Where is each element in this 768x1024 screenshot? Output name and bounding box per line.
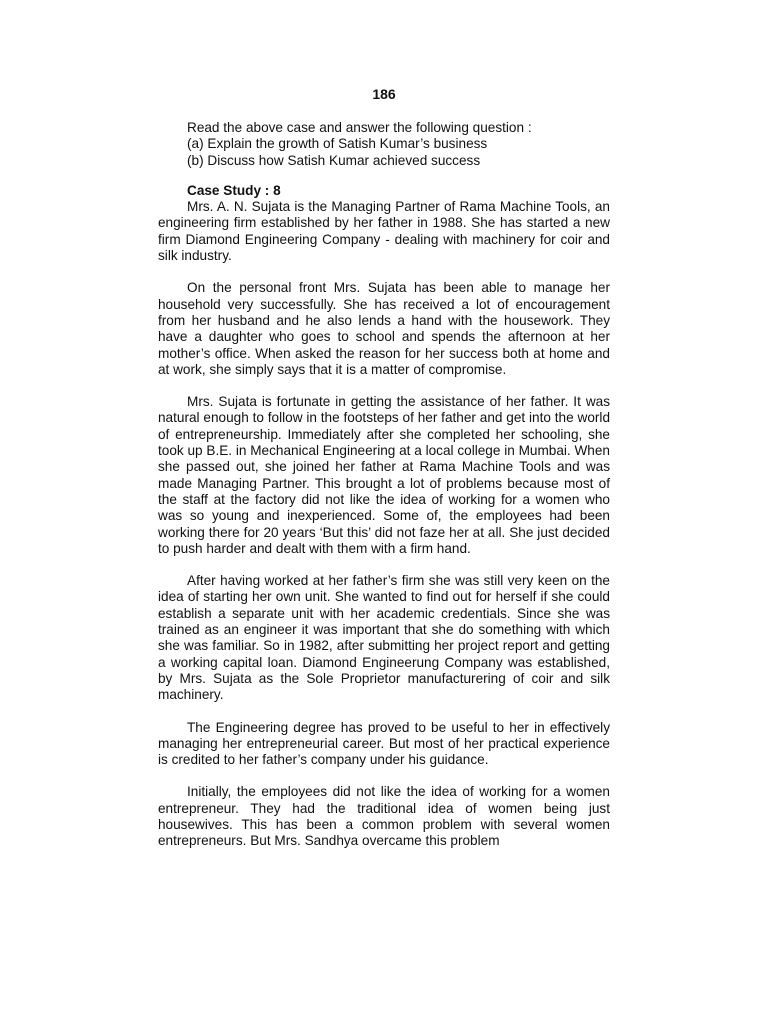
- questions-intro: Read the above case and answer the following question :: [187, 120, 532, 135]
- case-study-heading: Case Study : 8: [187, 182, 281, 198]
- page-number: 186: [372, 86, 396, 102]
- paragraph-5: The Engineering degree has proved to be useful to her in effectively managing her entrepreneurial career. But most of her practical experience is credited to her father’s company under his guidance.: [158, 719, 610, 768]
- paragraph-6: Initially, the employees did not like the idea of working for a women entrepreneur. They had the traditional idea of women being just housewives. This has been a common problem with several women entrepreneurs. But Mrs. Sandhya overcame this problem: [158, 784, 610, 849]
- question-b: (b) Discuss how Satish Kumar achieved success: [187, 152, 481, 168]
- paragraph-4: After having worked at her father’s firm she was still very keen on the idea of starting her own unit. She wanted to find out for herself if she could establish a separate unit with her academic credentials. Since she was trained as an engineer it was important that she do something with which she was familiar. So in 1982, after submitting her project report and getting a working capital loan. Diamond Engineerung Company was established, by Mrs. Sujata as the Sole Proprietor manufacturering of coir and silk machinery.: [158, 573, 610, 703]
- paragraph-3: Mrs. Sujata is fortunate in getting the assistance of her father. It was natural enough to follow in the footsteps of her father and get into the world of entrepreneurship. Immediately after she completed her schooling, she took up B.E. in Mechanical Engineering at a local college in Mumbai. When she passed out, she joined her father at Rama Machine Tools and was made Managing Partner. This brought a lot of problems because most of the staff at the factory did not like the idea of working for a women who was so young and inexperienced. Some of, the employees had been working there for 20 years ‘But this’ did not faze her at all. She just decided to push harder and dealt with them with a firm hand.: [158, 394, 610, 556]
- paragraph-2: On the personal front Mrs. Sujata has been able to manage her household very successfully. She has received a lot of encouragement from her husband and he also lends a hand with the housework. They have a daughter who goes to school and spends the afternoon at her mother’s office. When asked the reason for her success both at home and at work, she simply says that it is a matter of compromise.: [158, 280, 610, 377]
- body-text: [158, 120, 610, 850]
- paragraph-1: Mrs. A. N. Sujata is the Managing Partner of Rama Machine Tools, an engineering firm established by her father in 1988. She has started a new firm Diamond Engineering Company - dealing with machinery for coir and silk industry.: [158, 199, 610, 264]
- question-a: (a) Explain the growth of Satish Kumar’s business: [187, 136, 488, 152]
